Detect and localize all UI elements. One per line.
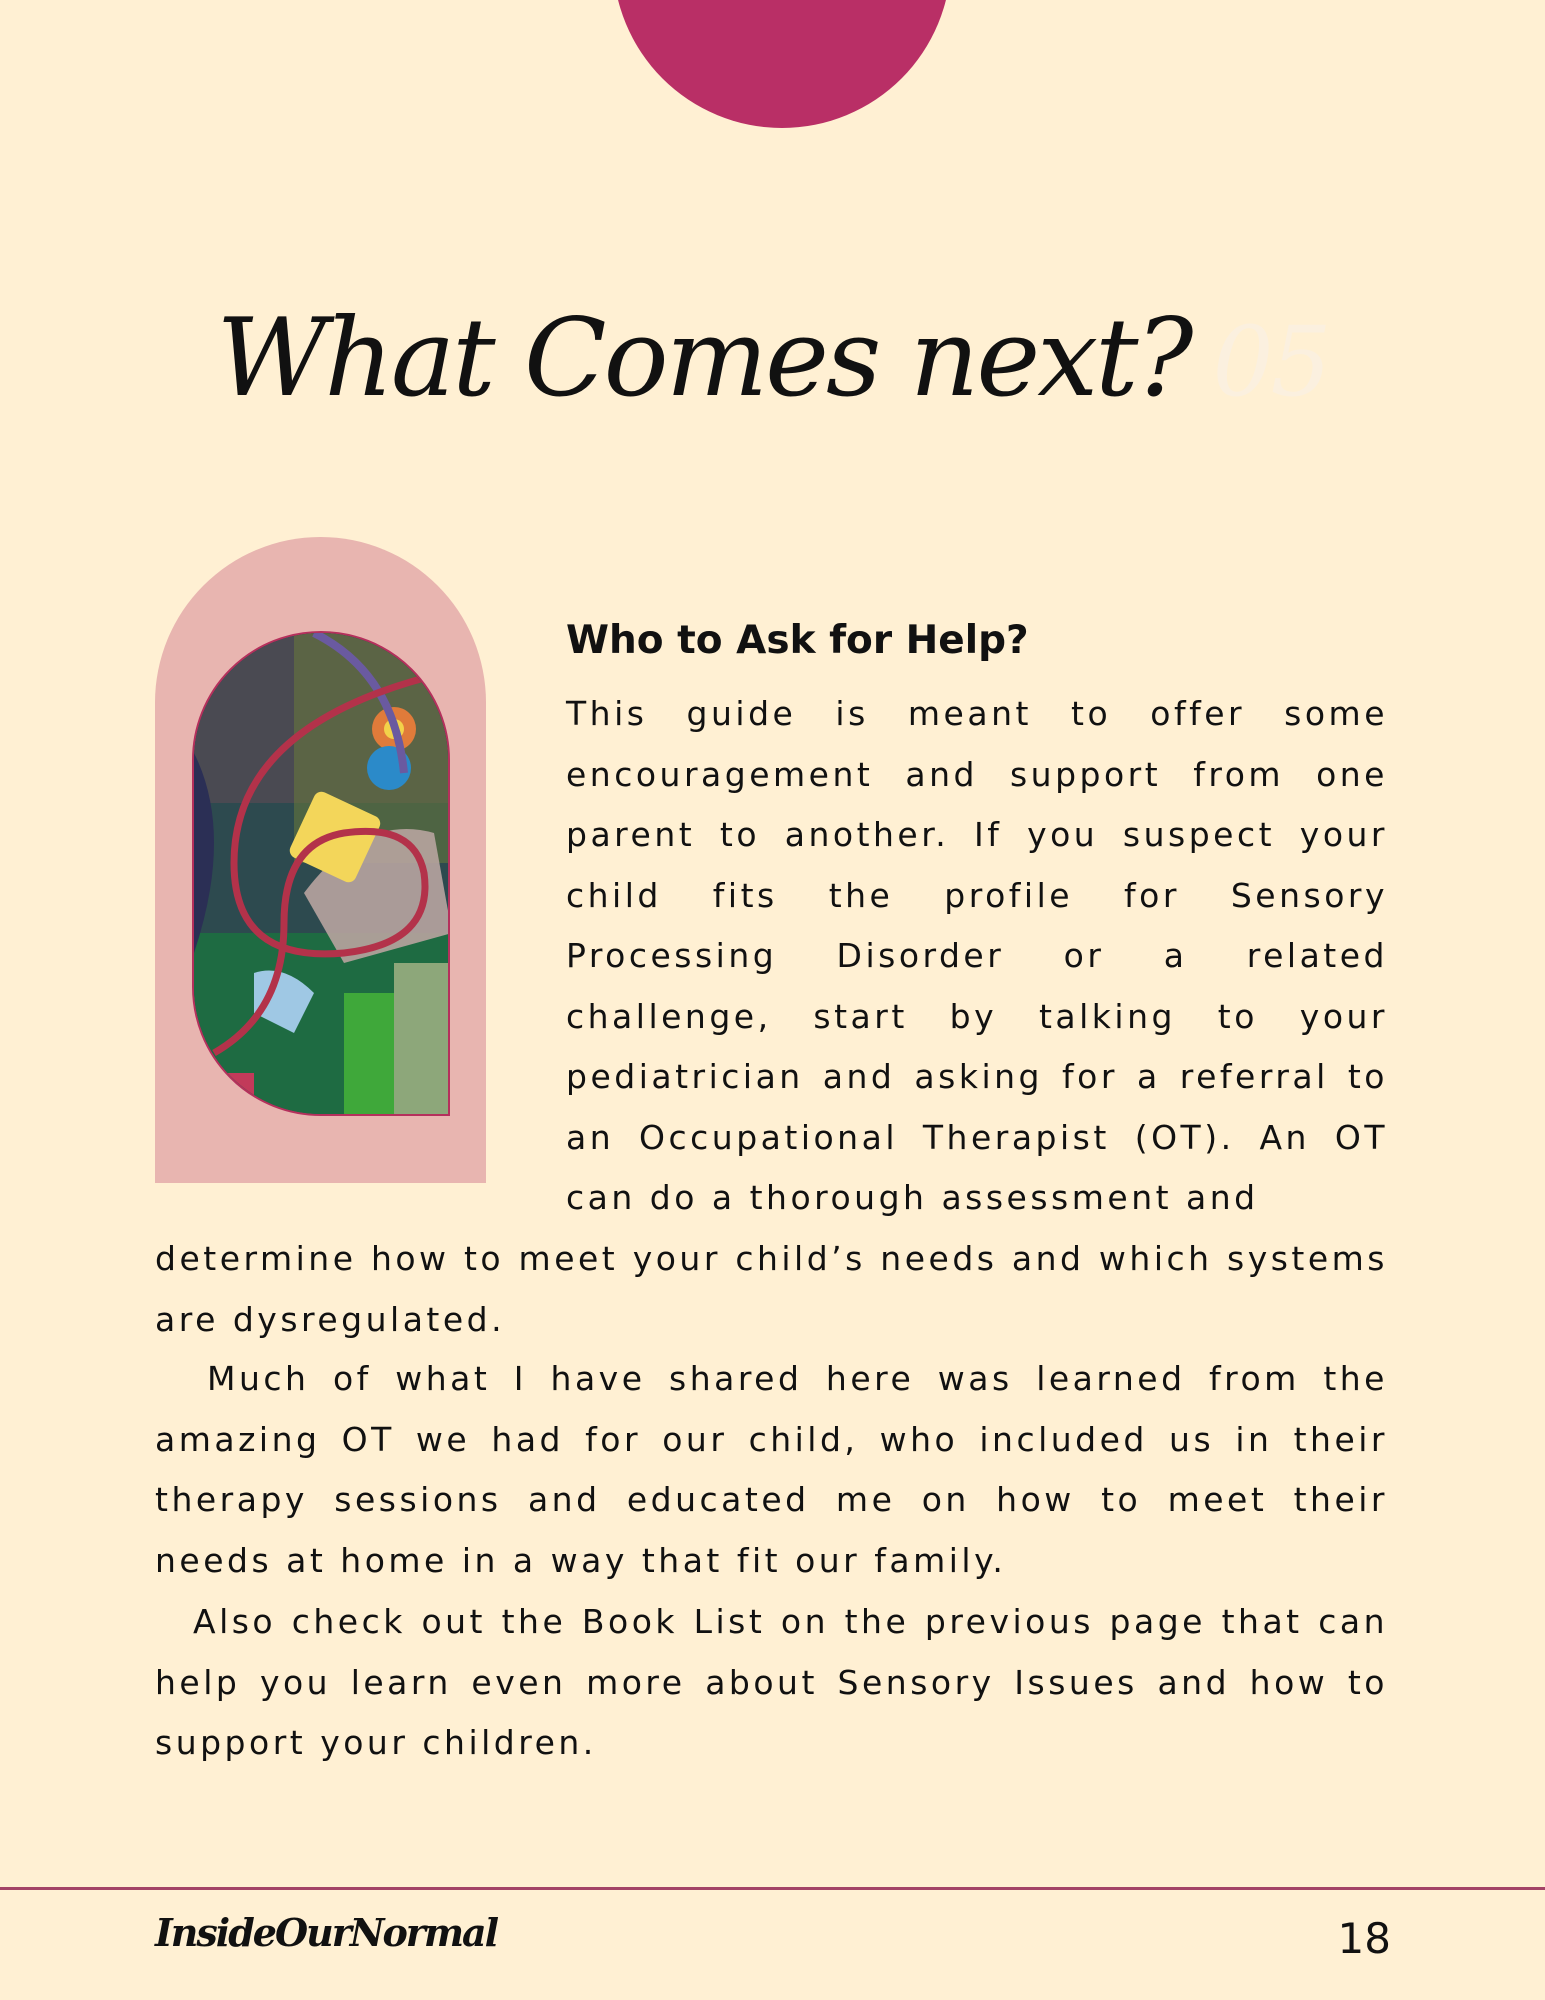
bead-maze-toy-image <box>194 633 450 1116</box>
page-title <box>0 296 1545 421</box>
section-number: 05 <box>1212 306 1329 418</box>
brand-logo: InsideOurNormal <box>155 1910 498 1955</box>
intro-paragraph-continued: determine how to meet your child’s needs and which systems are dysregulated. <box>155 1239 1388 1339</box>
decorative-circle <box>613 0 951 128</box>
book-list-paragraph: Also check out the Book List on the previous page that can help you learn even more about Sensory Issues and how to support your children. <box>155 1602 1388 1762</box>
section-heading: Who to Ask for Help? <box>566 618 1029 663</box>
page-number: 18 <box>1337 1914 1391 1963</box>
footer-divider <box>0 1887 1545 1890</box>
ot-paragraph: Much of what I have shared here was learned from the amazing OT we had for our child, who included us in their therapy sessions and educated me on how to meet their needs at home in a way that fit our family. <box>155 1359 1388 1580</box>
page-title-text: What Comes next? <box>216 296 1191 421</box>
toy-photo <box>192 631 450 1116</box>
intro-paragraph: This guide is meant to offer some encouragement and support from one parent to another. If you suspect your child fits the profile for Sensory Processing Disorder or a related challenge, start by talking to your pediatrician and asking for a referral to an Occupational Therapist (OT). An OT can do a thorough assessment and <box>566 694 1388 1217</box>
